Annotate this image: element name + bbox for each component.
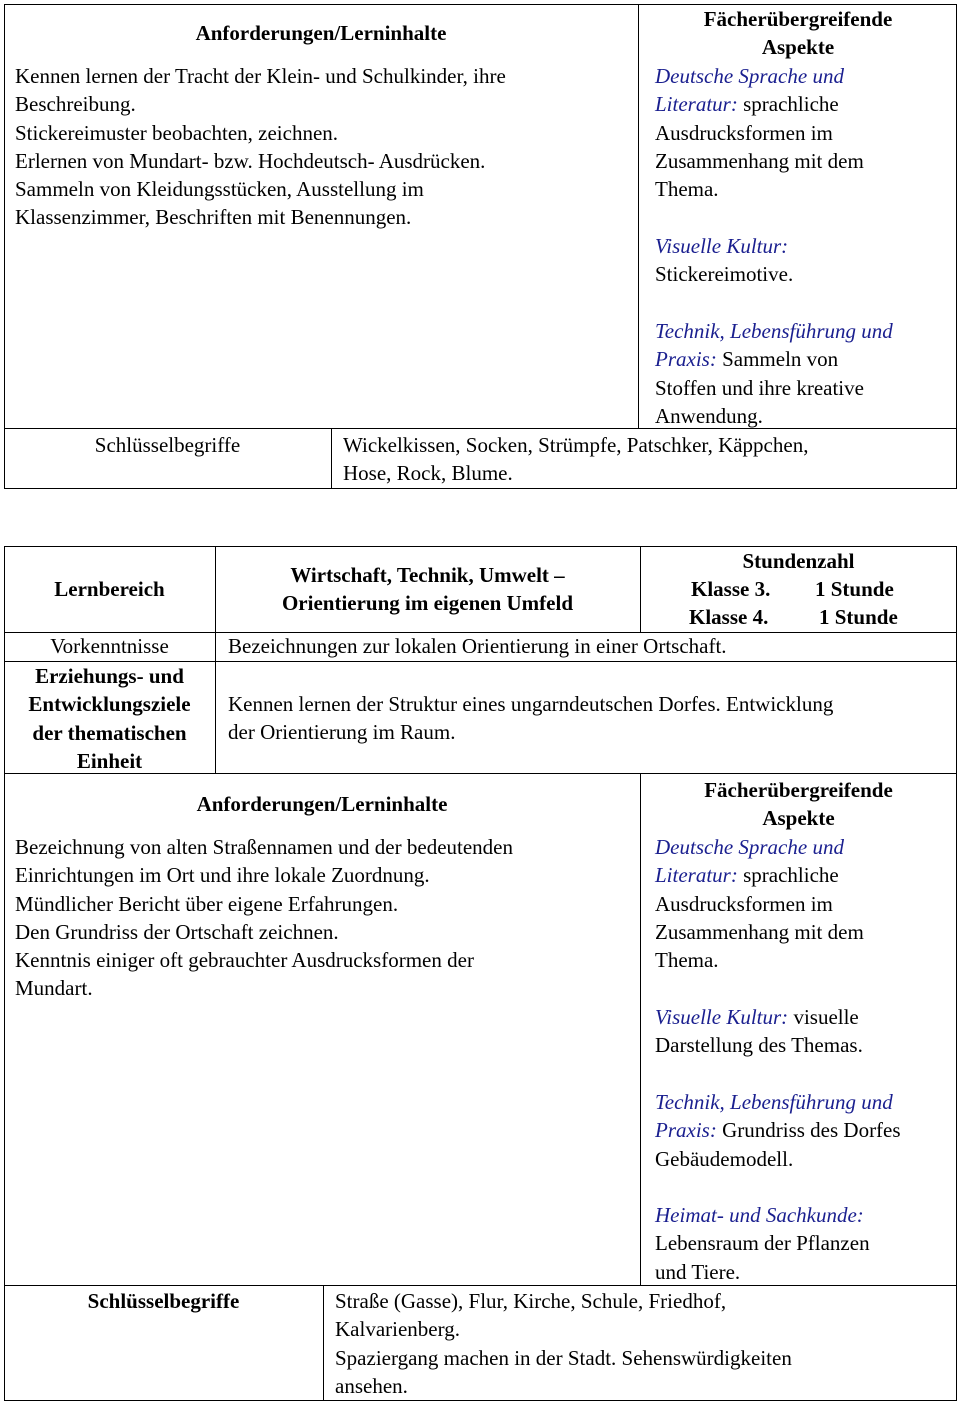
area-label: Lernbereich [54,577,165,601]
requirements-header: Anforderungen/Lerninhalte [195,21,447,45]
prior-knowledge-text: Bezeichnungen zur lokalen Orientierung in einer Ortschaft. [228,634,727,658]
cross-aspect-visual: Visuelle Kultur: visuelle Darstellung des Themas. [655,1005,863,1058]
divider [640,773,641,1285]
hours-value-4: 1 Stunde [819,605,898,629]
cross-aspect-technik: Technik, Lebensführung und Praxis: Sammeln von Stoffen und ihre kreative Anwendung. [655,319,893,428]
area-title: Wirtschaft, Technik, Umwelt – Orientierung im eigenen Umfeld [281,563,574,616]
cross-aspect-visual: Visuelle Kultur: Stickereimotive. [655,234,794,287]
cross-aspects-header: Fächerübergreifende Aspekte [703,7,893,60]
prior-knowledge-label: Vorkenntnisse [50,634,169,658]
cross-aspect-heimat: Heimat- und Sachkunde: Lebensraum der Pflanzen und Tiere. [655,1203,870,1284]
hours-header: Stundenzahl [742,549,855,573]
keywords-label: Schlüsselbegriffe [87,1289,240,1313]
cross-aspect-technik: Technik, Lebensführung und Praxis: Grundriss des Dorfes Gebäudemodell. [655,1090,901,1171]
requirements-text: Bezeichnung von alten Straßennamen und der bedeutenden Einrichtungen im Ort und ihre lokale Zuordnung. Mündlicher Bericht über eigene Erfahrungen. Den Grundriss der Ortschaft zeichnen. Kenntnis einiger oft gebrauchter Ausdrucksformen der Mundart. [15,835,513,1001]
keywords-text: Wickelkissen, Socken, Strümpfe, Patschker, Käppchen, Hose, Rock, Blume. [343,433,809,486]
requirements-header: Anforderungen/Lerninhalte [196,792,448,816]
cross-aspect-german: Deutsche Sprache und Literatur: sprachliche Ausdrucksformen im Zusammenhang mit dem Thema. [655,835,864,973]
goals-label: Erziehungs- und Entwicklungsziele der thematischen Einheit [28,664,191,773]
divider [638,4,639,428]
divider [331,428,332,489]
keywords-text: Straße (Gasse), Flur, Kirche, Schule, Friedhof, Kalvarienberg. Spaziergang machen in der Stadt. Sehenswürdigkeiten ansehen. [335,1289,792,1398]
cross-aspects-header: Fächerübergreifende Aspekte [704,778,893,831]
keywords-label: Schlüsselbegriffe [94,433,241,457]
hours-value-3: 1 Stunde [815,577,894,601]
hours-class-4: Klasse 4. [689,605,769,629]
hours-class-3: Klasse 3. [691,577,771,601]
cross-aspect-german: Deutsche Sprache und Literatur: sprachliche Ausdrucksformen im Zusammenhang mit dem Thema. [655,64,864,202]
goals-text: Kennen lernen der Struktur eines ungarndeutschen Dorfes. Entwicklung der Orientierung im Raum. [228,692,834,745]
divider [323,1285,324,1401]
requirements-text: Kennen lernen der Tracht der Klein- und Schulkinder, ihre Beschreibung. Stickereimuster beobachten, zeichnen. Erlernen von Mundart- bzw. Hochdeutsch- Ausdrücken. Sammeln von Kleidungsstücken, Ausstellung im Klassenzimmer, Beschriften mit Benennungen. [15,64,506,230]
